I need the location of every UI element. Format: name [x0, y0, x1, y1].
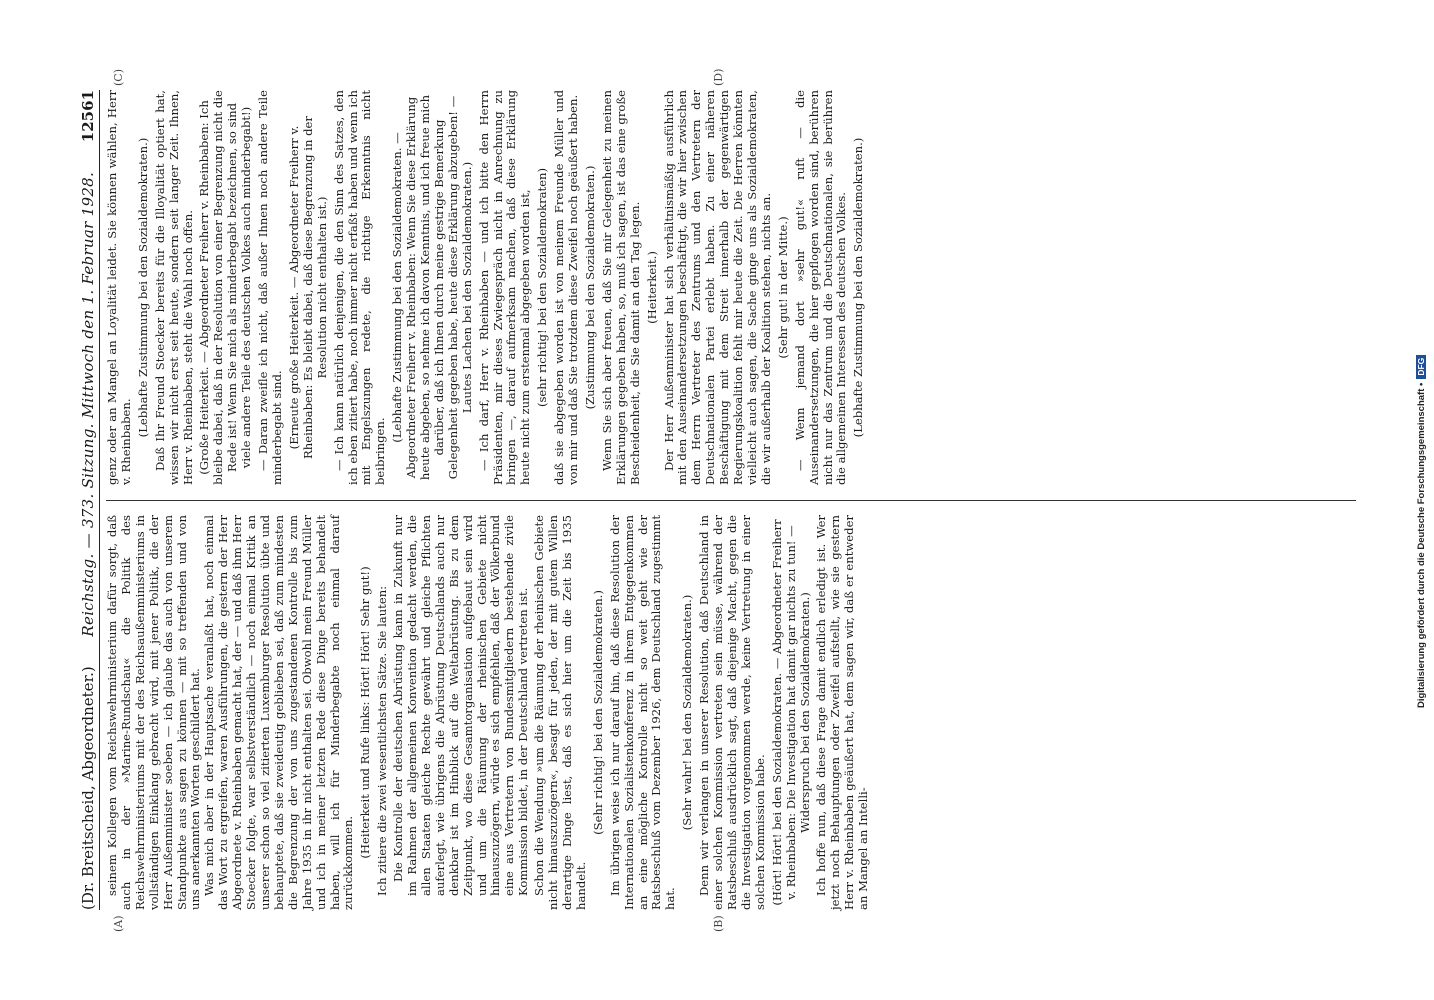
- interjection: (Lebhafte Zustimmung bei den Sozialdemokraten.): [851, 137, 866, 438]
- paragraph: — Ich darf, Herr v. Rheinbaben — und ich bitte den Herrn Präsidenten, mir dieses Zwiegespräch nicht in Anrechnung zu bringen —, darauf aufmerksam machen, daß diese Erklärung heute nicht zum erstenmal abgegeben worden ist,: [476, 90, 533, 485]
- interjection: (Erneute große Heiterkeit. — Abgeordneter Freiherr v. Rheinbaben: Es bleibt dabei, daß diese Begrenzung in der Resolution nicht enthalten ist.): [286, 116, 329, 459]
- margin-mark-c: (C): [112, 69, 125, 86]
- paragraph: Ich hoffe nun, daß diese Frage damit endlich erledigt ist. Wer jetzt noch Behauptungen oder Zweifel aufstellt, wie sie gestern Herr v. Rheinbaben geäußert hat, dem sagen wir, daß er entweder an Mangel an Intelli-: [814, 515, 871, 910]
- header-title: Reichstag. — 373. Sitzung. Mittwoch den 1. Februar 1928.: [79, 171, 97, 637]
- page-number: 12561: [79, 90, 97, 143]
- margin-mark-a: (A): [112, 915, 125, 932]
- interjection: (Sehr richtig! bei den Sozialdemokraten.): [590, 590, 605, 835]
- interjection: (Lebhafte Zustimmung bei den Sozialdemokraten. — Abgeordneter Freiherr v. Rheinbaben: Wenn Sie diese Erklärung heute abgeben, so nehme ich davon Kenntnis, und ich freue mich darüber, daß ich Ihnen durch meine gestrige Bemerkung Gelegenheit gegeben habe, heute diese Erklärung abzugeben! — Lautes Lachen bei den Sozialdemokraten.): [390, 94, 474, 481]
- interjection: (sehr richtig! bei den Sozialdemokraten): [535, 167, 550, 408]
- paragraph: Der Herr Außenminister hat sich verhältnismäßig ausführlich mit den Auseinandersetzungen beschäftigt, die wir hier zwischen dem Herrn Vertreter des Zentrums und den Vertretern der Deutschnationalen Partei erlebt haben. Zu einer näheren Beschäftigung mit dem Streit innerhalb der gegenwärtigen Regierungskoalition fehlt mir heute die Zeit. Die Herren könnten vielleicht auch sagen, die Sache ginge uns als Sozialdemokraten, die wir außerhalb der Koalition stehen, nichts an.: [661, 90, 773, 485]
- paragraph: seinem Kollegen vom Reichswehrministerium dafür sorgt, daß auch in der »Marine-Rundschau« die Politik des Reichswehrministeriums mit der des Reichsaußenministeriums in vollständigen Einklang gebracht wird, mit jener Politik, die der Herr Außenminister soeben — ich glaube das auch von unserem Standpunkte aus sagen zu können — mit so treffenden und von uns anerkannten Worten geschildert hat.: [105, 515, 203, 910]
- interjection: (Lebhafte Zustimmung bei den Sozialdemokraten.): [135, 137, 150, 438]
- paragraph: — Ich kann natürlich denjenigen, die den Sinn des Satzes, den ich eben zitiert habe, noch immer nicht erfaßt haben und wenn ich mit Engelszungen redete, die richtige Erkenntnis nicht beibringen.: [331, 90, 388, 485]
- paragraph: Ich zitiere die zwei wesentlichsten Sätze. Sie lauten:: [375, 585, 390, 896]
- interjection: (Sehr gut! in der Mitte.): [775, 216, 790, 359]
- paragraph: Wenn Sie sich aber freuen, daß Sie mir Gelegenheit zu meinen Erklärungen gegeben haben, so, muß ich sagen, ist das eine große Bescheidenheit, die Sie damit an den Tag legen.: [599, 90, 642, 485]
- right-text-column: [106, 90, 869, 485]
- paragraph: Denn wir verlangen in unserer Resolution, daß Deutschland in einer solchen Kommission vertreten sein müsse, während der Ratsbeschluß ausdrücklich sagt, daß diejenige Macht, gegen die die Investigation vorgenommen werde, keine Vertretung in einer solchen Kommission habe.: [697, 515, 767, 910]
- paragraph: Daß Ihr Freund Stoecker bereits für die Illoyalität optiert hat, wissen wir nicht erst seit heute, sondern seit langer Zeit. Ihnen, Herr v. Rheinbaben, steht die Wahl noch offen.: [152, 90, 195, 485]
- paragraph: genz oder an Mangel an Loyalität leidet. Sie können wählen, Herr v. Rheinbaben.: [105, 90, 133, 485]
- interjection: (Hört! Hört! bei den Sozialdemokraten. — Abgeordneter Freiherr v. Rheinbaben: Die Investigation hat damit gar nichts zu tun! — Widerspruch bei den Sozialdemokraten.): [769, 519, 812, 906]
- interjection: (Sehr wahr! bei den Sozialdemokraten.): [680, 594, 695, 831]
- funding-text: Digitalisierung gefördert durch die Deutsche Forschungsgemeinschaft •: [1416, 382, 1427, 708]
- paragraph: Schon die Wendung »um die Räumung der rheinischen Gebiete nicht hinauszuzögern«, besagt für jeden, der mit gutem Willen derartige Dinge liest, daß es sich hier um die Zeit bis 1935 handelt.: [532, 515, 588, 910]
- interjection: (Zustimmung bei den Sozialdemokraten.): [583, 165, 597, 410]
- rotated-page-content: [72, 68, 1372, 932]
- interjection: (Große Heiterkeit. — Abgeordneter Freiherr v. Rheinbaben: Ich bleibe dabei, daß in der Resolution von einer Begrenzung nicht die Rede ist! Wenn Sie mich als minderbegabt bezeichnen, so sind viele andere Teile des deutschen Volkes auch minderbegabt!): [197, 90, 254, 485]
- interjection: (Heiterkeit und Rufe links: Hört! Hört! Sehr gut!): [358, 566, 373, 859]
- paragraph: — Daran zweifle ich nicht, daß außer Ihnen noch andere Teile minderbegabt sind.: [256, 90, 284, 485]
- margin-mark-d: (D): [712, 68, 725, 86]
- header-speaker: (Dr. Breitscheid, Abgeordneter.): [79, 666, 97, 910]
- dfg-logo: DFG: [1416, 355, 1426, 379]
- quoted-passage: Die Kontrolle der deutschen Abrüstung kann in Zukunft nur im Rahmen der allgemeinen Konvention gedacht werden, die allen Staaten gleiche Rechte gewährt und gleiche Pflichten auferlegt, wie übrigens die Abrüstung Deutschlands auch nur denkbar ist im Hinblick auf die Weltabrüstung. Bis zu dem Zeitpunkt, wo diese Gesamtorganisation aufgebaut sein wird und um die Räumung der rheinischen Gebiete nicht hinauszuzögern, würde es sich empfehlen, daß der Völkerbund eine aus Vertretern von Bundesmitgliedern bestehende zivile Kommission bildet, in der Deutschland vertreten ist.: [391, 515, 531, 896]
- paragraph: — Wenn jemand dort »sehr gut!« ruft — die Auseinandersetzungen, die hier gepflogen worden sind, berühren nicht nur das Zentrum und die Deutschnationalen, sie berühren die allgemeinen Interessen des deutschen Volkes.: [792, 90, 849, 485]
- paragraph: Was mich aber in der Hauptsache veranlaßt hat, noch einmal das Wort zu ergreifen, waren Ausführungen, die gestern der Herr Abgeordnete v. Rheinbaben gemacht hat, der — und daß ihm Herr Stoecker folgte, war selbstverständlich — noch einmal Kritik an unserer schon so viel zitierten Luxemburger Resolution übte und behauptete, daß sie zweideutig geblieben sei, daß zum mindesten die Begrenzung der von uns zugestandenen Kontrolle bis zum Jahre 1935 in ihr nicht enthalten sei. Obwohl mein Freund Müller und ich in meiner letzten Rede diese Dinge bereits behandelt haben, will ich für Minderbegabte noch einmal darauf zurückkommen.: [202, 515, 356, 910]
- page-header: [72, 90, 100, 910]
- column-divider: [106, 500, 1356, 501]
- paragraph: Im übrigen weise ich nur darauf hin, daß diese Resolution der Internationalen Sozialistenkonferenz in ihrem Entgegenkommen an eine mögliche Kontrolle nicht so weit geht wie der Ratsbeschluß vom Dezember 1926, dem Deutschland zugestimmt hat.: [607, 515, 678, 910]
- margin-mark-b: (B): [712, 915, 725, 932]
- interjection: (Heiterkeit.): [644, 251, 659, 324]
- funding-note: [1416, 8, 1430, 998]
- left-text-column: [106, 515, 871, 910]
- paragraph: daß sie abgegeben worden ist von meinem Freunde Müller und von mir und daß Sie trotzdem diese Zweifel noch geäußert haben.: [552, 90, 581, 485]
